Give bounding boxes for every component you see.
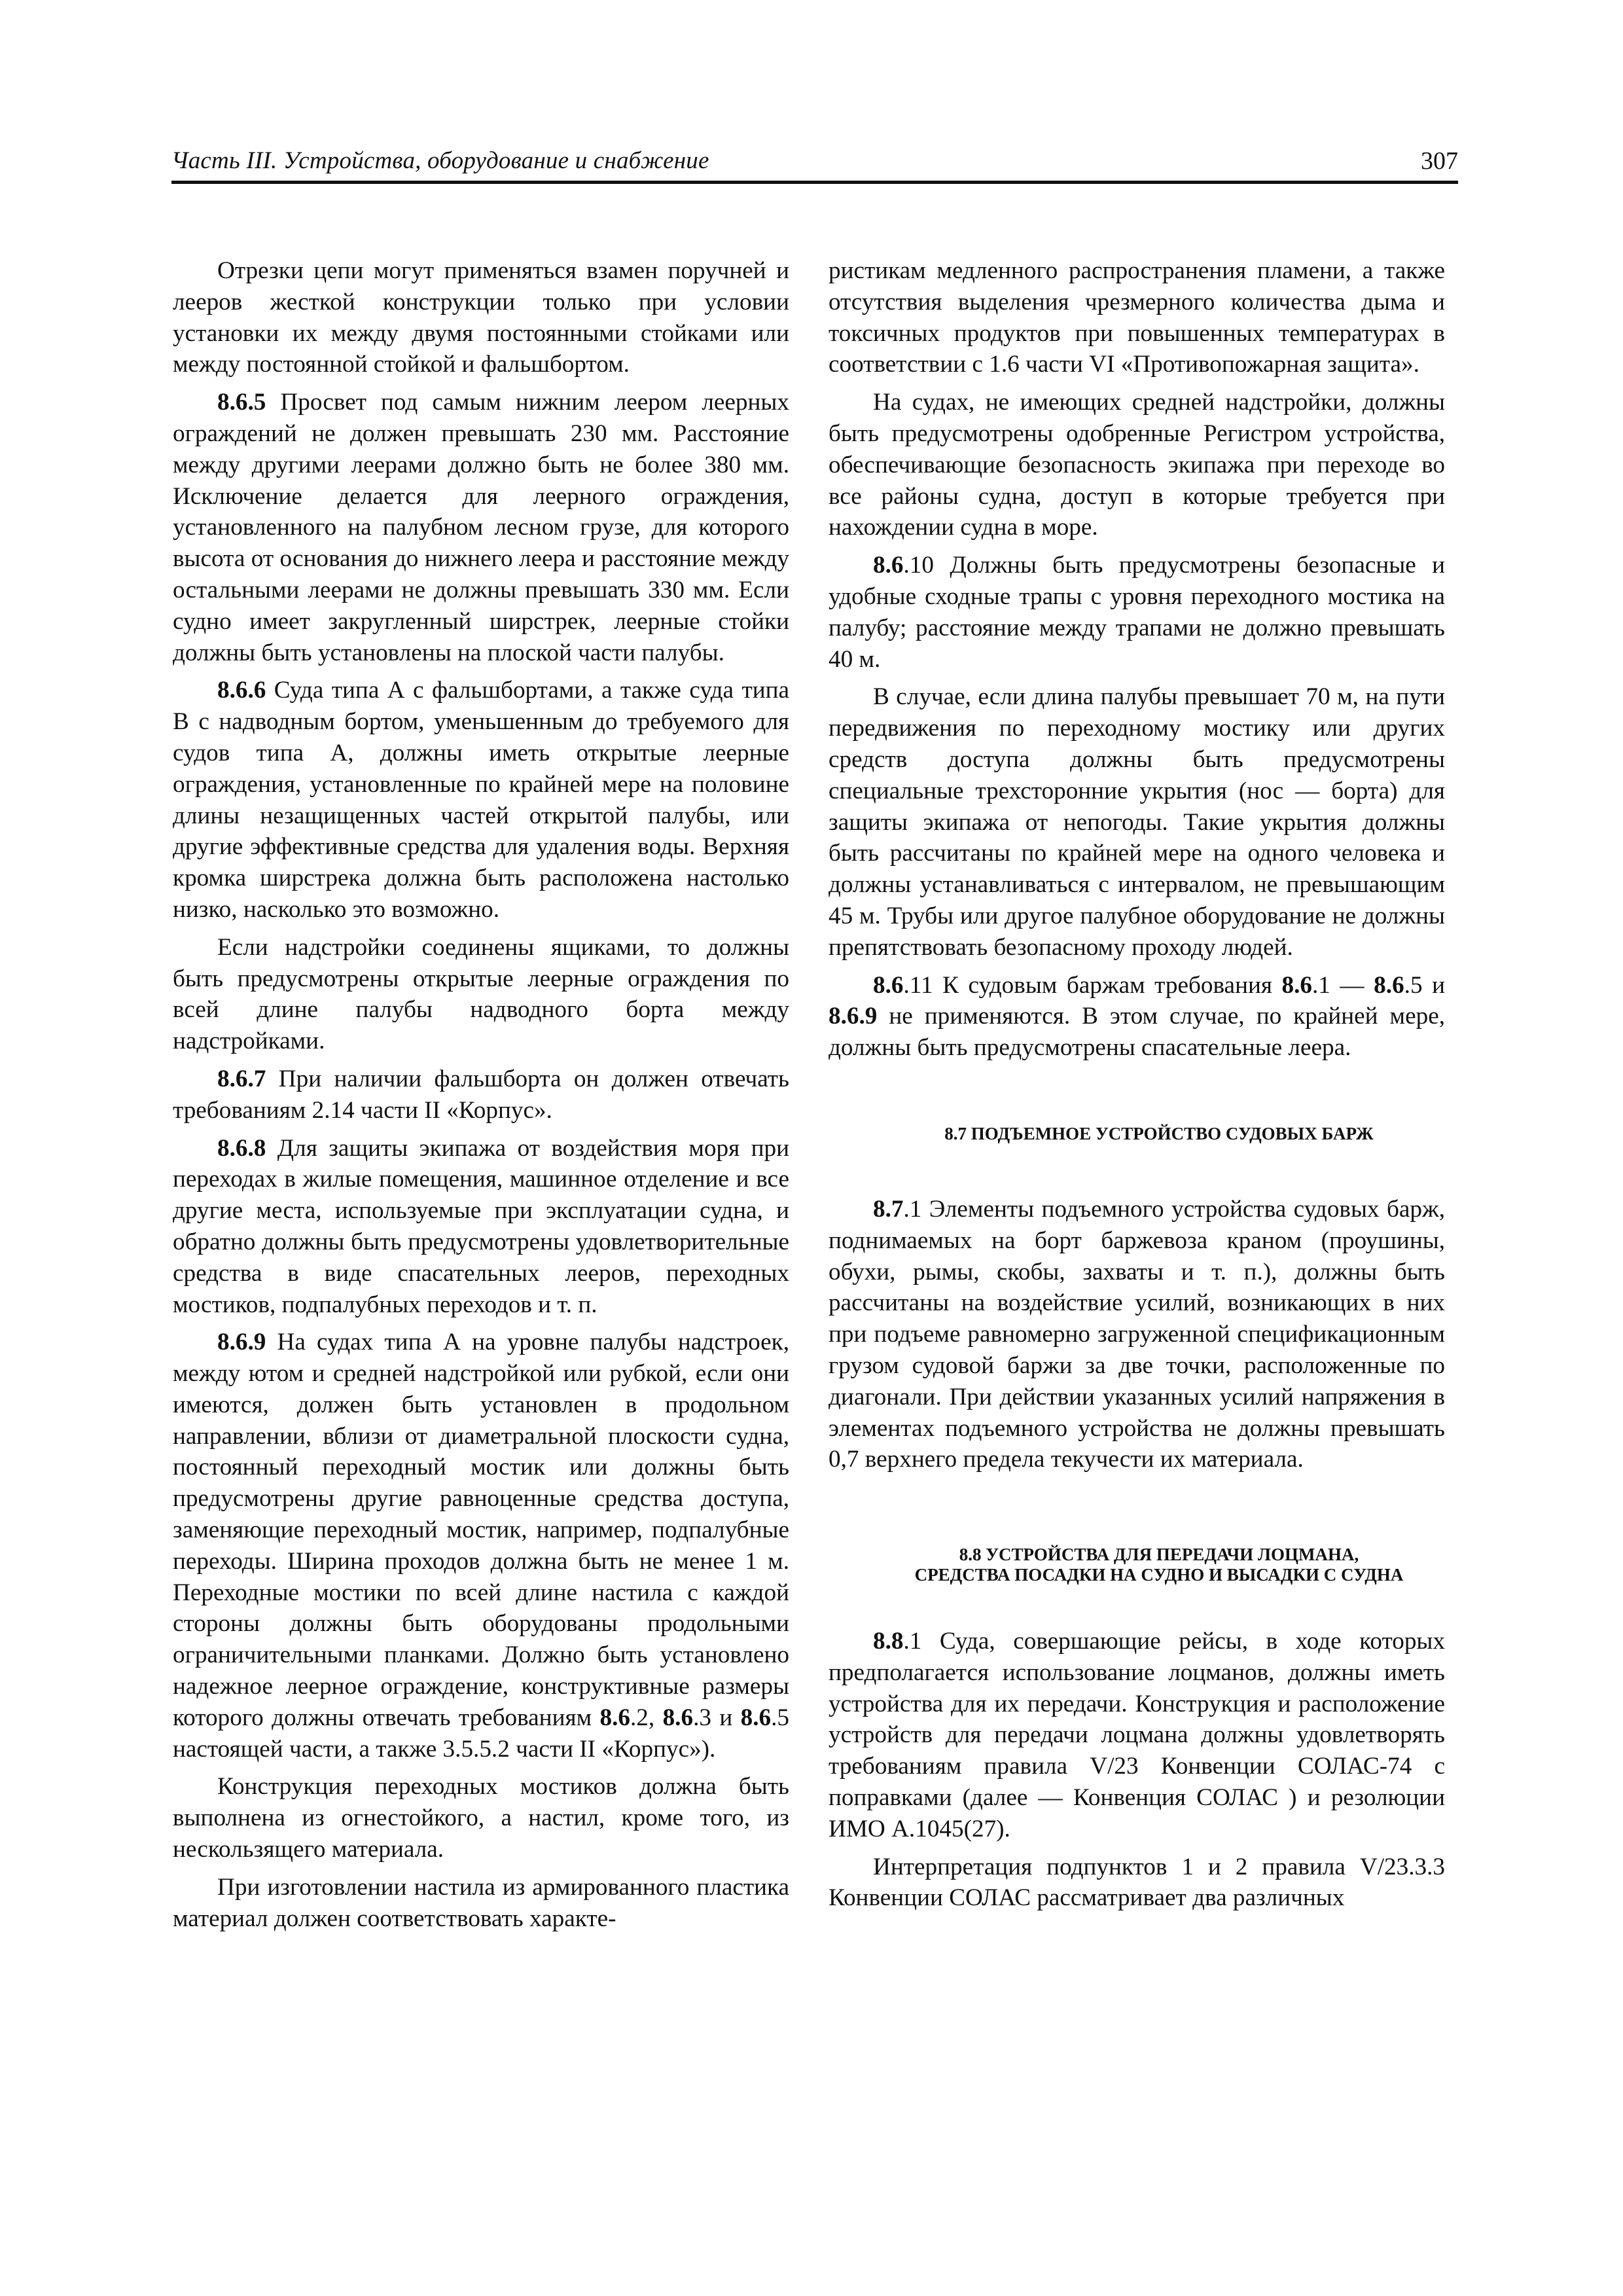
- paragraph-text: На судах, не имеющих средней надстройки, должны быть предусмотрены одобренные Регистром устройства, обеспечивающие безопасность экипажа при переходе во все районы судна, доступ в которые требуется при нахождении судна в море.: [829, 389, 1445, 541]
- page-number: 307: [1421, 147, 1458, 175]
- running-header: [171, 144, 1458, 184]
- paragraph-text: Если надстройки соединены ящиками, то должны быть предусмотрены открытые леерные ограждения по всей длине палубы надводного борта между надстройками.: [173, 933, 789, 1055]
- clause-text: .5 и: [1404, 971, 1445, 999]
- clause-8-6-11: [829, 970, 1445, 1064]
- clause-text: .2,: [630, 1704, 663, 1731]
- clause-reference: 8.6: [1281, 971, 1312, 999]
- clause-reference: 8.6: [599, 1704, 630, 1731]
- section-heading-line: 8.8 УСТРОЙСТВА ДЛЯ ПЕРЕДАЧИ ЛОЦМАНА,: [959, 1545, 1359, 1565]
- header-title: Часть III. Устройства, оборудование и снабжение: [171, 147, 709, 174]
- clause-number: 8.8: [873, 1628, 904, 1655]
- right-column: [829, 255, 1445, 1920]
- clause-text: При наличии фальшборта он должен отвечать требованиям 2.14 части II «Корпус».: [173, 1065, 789, 1124]
- clause-8-6-5: [173, 387, 789, 668]
- clause-text: Для защиты экипажа от воздействия моря при переходах в жилые помещения, машинное отделение и все другие места, используемые при эксплуатации судна, и обратно должны быть предусмотрены удовлетворительные средства в виде спасательных лееров, переходных мостиков, подпалубных переходов и т. п.: [173, 1134, 789, 1318]
- clause-number: 8.6.9: [217, 1329, 266, 1356]
- section-heading-line: СРЕДСТВА ПОСАДКИ НА СУДНО И ВЫСАДКИ С СУДНА: [914, 1565, 1404, 1585]
- clause-reference: 8.6: [1374, 971, 1404, 999]
- clause-text: .10 Должны быть предусмотрены безопасные и удобные сходные трапы с уровня переходного мостика на палубу; расстояние между трапами не должно превышать 40 м.: [829, 552, 1445, 673]
- clause-text: не применяются. В этом случае, по крайней мере, должны быть предусмотрены спасательные леера.: [829, 1003, 1445, 1062]
- clause-number: 8.6.7: [217, 1065, 266, 1092]
- clause-8-6-6: [173, 675, 789, 925]
- paragraph-text: Интерпретация подпунктов 1 и 2 правила V/23.3.3 Конвенции СОЛАС рассматривает два различных: [829, 1853, 1445, 1912]
- clause-8-6-10: [829, 550, 1445, 675]
- paragraph: [829, 681, 1445, 963]
- clause-8-6-8: [173, 1133, 789, 1321]
- section-heading-8-8: [829, 1545, 1445, 1585]
- section-heading-text: 8.7 ПОДЪЕМНОЕ УСТРОЙСТВО СУДОВЫХ БАРЖ: [944, 1123, 1374, 1143]
- clause-text: .1 —: [1312, 971, 1374, 999]
- clause-reference: 8.6.9: [829, 1003, 878, 1030]
- clause-number: 8.6: [873, 971, 904, 999]
- paragraph: [829, 255, 1445, 380]
- clause-reference: 8.6: [740, 1704, 772, 1731]
- section-heading-8-7: [829, 1124, 1445, 1144]
- clause-8-7-1: [829, 1194, 1445, 1475]
- clause-text: На судах типа А на уровне палубы надстроек, между ютом и средней надстройкой или рубкой, если они имеются, должен быть установлен в продольном направлении, вблизи от диаметральной плоскости судна, постоянный переходный мостик или должны быть предусмотрены другие равноценные средства доступа, заменяющие переходный мостик, например, подпалубные переходы. Ширина проходов должна быть не менее 1 м. Переходные мостики по всей длине настила с каждой стороны должны быть оборудованы продольными ограничительными планками. Должно быть установлено надежное леерное ограждение, конструктивные размеры которого должны отвечать требованиям: [173, 1329, 789, 1731]
- clause-text: Просвет под самым нижним леером леерных ограждений не должен превышать 230 мм. Расстояние между другими леерами должно быть не более 380 мм. Исключение делается для леерного ограждения, установленного на палубном лесном грузе, для которого высота от основания до нижнего леера и расстояние между остальными леерами не должны превышать 330 мм. Если судно имеет закругленный ширстрек, леерные стойки должны быть установлены на плоской части палубы.: [173, 389, 789, 666]
- clause-number: 8.6: [873, 552, 904, 579]
- paragraph: [829, 387, 1445, 543]
- paragraph-text: При изготовлении настила из армированного пластика материал должен соответствовать характе-: [173, 1873, 789, 1932]
- paragraph-text: Отрезки цепи могут применяться взамен поручней и лееров жесткой конструкции только при условии установки их между двумя постоянными стойками или между постоянной стойкой и фальшбортом.: [173, 257, 789, 378]
- paragraph-text: ристикам медленного распространения пламени, а также отсутствия выделения чрезмерного количества дыма и токсичных продуктов при повышенных температурах в соответствии с 1.6 части VI «Противопожарная защита».: [829, 257, 1445, 378]
- clause-8-6-7: [173, 1064, 789, 1126]
- clause-reference: 8.6: [662, 1704, 694, 1731]
- paragraph-text: В случае, если длина палубы превышает 70 м, на пути передвижения по переходному мостику или других средств доступа должны быть предусмотрены специальные трехсторонние укрытия (нос — борта) для защиты экипажа от непогоды. Такие укрытия должны быть рассчитаны по крайней мере на одного человека и должны устанавливаться с интервалом, не превышающим 45 м. Трубы или другое палубное оборудование не должны препятствовать безопасному проходу людей.: [829, 683, 1445, 961]
- clause-number: 8.7: [873, 1195, 904, 1223]
- paragraph-text: Конструкция переходных мостиков должна быть выполнена из огнестойкого, а настил, кроме того, из нескользящего материала.: [173, 1773, 789, 1863]
- clause-8-8-1: [829, 1626, 1445, 1845]
- clause-8-6-9: [173, 1327, 789, 1765]
- clause-text: .3 и: [693, 1704, 741, 1731]
- clause-text: .11 К судовым баржам требования: [903, 971, 1282, 999]
- paragraph: [829, 1852, 1445, 1914]
- clause-text: .5 настоящей части, а также 3.5.5.2 части II «Корпус»).: [173, 1704, 789, 1763]
- paragraph: [173, 932, 789, 1057]
- clause-number: 8.6.8: [217, 1134, 266, 1162]
- left-column: [173, 255, 789, 1941]
- clause-text: .1 Суда, совершающие рейсы, в ходе которых предполагается использование лоцманов, должны иметь устройства для их передачи. Конструкция и расположение устройств для передачи лоцмана должны удовлетворять требованиям правила V/23 Конвенции СОЛАС-74 с поправками (далее — Конвенция СОЛАС ) и резолюции ИМО А.1045(27).: [829, 1628, 1445, 1842]
- paragraph: [173, 1872, 789, 1935]
- clause-text: Суда типа А с фальшбортами, а также суда типа В с надводным бортом, уменьшенным до требуемого для судов типа А, должны иметь открытые леерные ограждения, установленные по крайней мере на половине длины незащищенных частей открытой палубы, или другие эффективные средства для удаления воды. Верхняя кромка ширстрека должна быть расположена настолько низко, насколько это возможно.: [173, 677, 789, 923]
- clause-number: 8.6.6: [217, 677, 266, 704]
- paragraph: [173, 255, 789, 380]
- clause-number: 8.6.5: [217, 389, 266, 416]
- clause-text: .1 Элементы подъемного устройства судовых барж, поднимаемых на борт баржевоза краном (проушины, обухи, рымы, скобы, захваты и т. п.), должны быть рассчитаны на воздействие усилий, возникающих в них при подъеме равномерно загруженной спецификационным грузом судовой баржи за две точки, расположенные по диагонали. При действии указанных усилий напряжения в элементах подъемного устройства не должны превышать 0,7 верхнего предела текучести их материала.: [829, 1195, 1445, 1473]
- paragraph: [173, 1771, 789, 1865]
